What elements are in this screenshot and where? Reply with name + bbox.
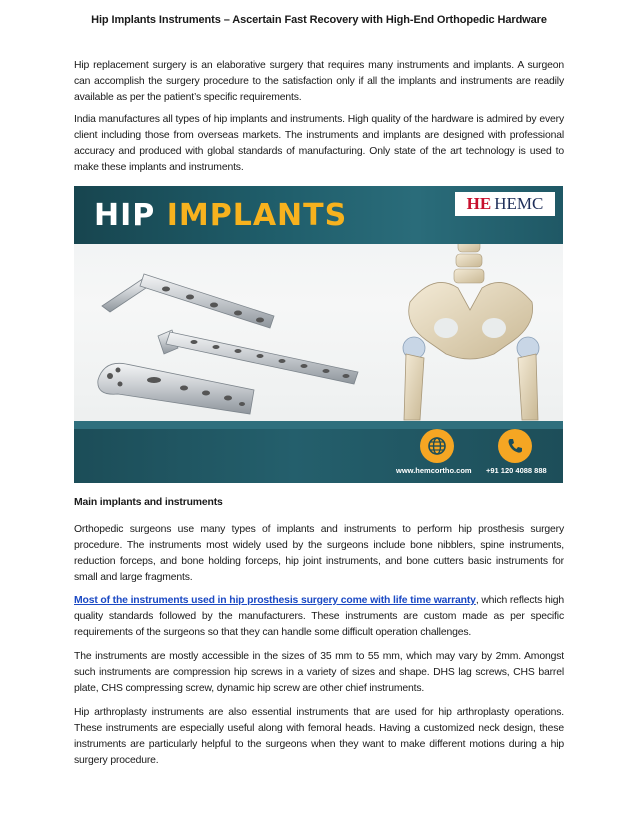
paragraph-india: India manufactures all types of hip implants and instruments. High quality of the hardware is admired by every client including those from overseas markets. The instruments and implants are designed with professional accuracy and produced with global standards of manufacturing. Only state of the art technology is used to make these implants and instruments. [74, 114, 564, 173]
hip-implants-banner [74, 186, 563, 483]
paragraph-sizes: The instruments are mostly accessible in the sizes of 35 mm to 55 mm, which may vary by 2mm. Amongst such instruments are compression hip screws in a variety of sizes and shape. DHS lag screws, CHS barrel plate, CHS compressing screw, dynamic hip screw are other chief instruments. [74, 651, 564, 694]
banner-contact-bar [74, 421, 563, 483]
bone-plate-3 [98, 363, 254, 414]
document-title: Hip Implants Instruments – Ascertain Fast Recovery with High-End Orthopedic Hardware [91, 14, 547, 26]
pelvis-skeleton [403, 244, 539, 420]
website-text: www.hemcortho.com [396, 466, 472, 475]
hemc-logo-text: HEMC [494, 194, 544, 213]
paragraph-arthroplasty: Hip arthroplasty instruments are also essential instruments that are used for hip arthroplasty operations. These instruments are especially useful along with femoral heads. Having a customized neck design, these instruments are particularly helpful to the surgeons when they want to make different motions during a hip surgery procedure. [74, 707, 564, 766]
hemc-logo [455, 192, 555, 216]
paragraph-intro: Hip replacement surgery is an elaborative surgery that requires many instruments and implants. A surgeon can accomplish the surgery procedure to the satisfaction only if all the implants and instruments are readily available as per the patient’s specific requirements. [74, 60, 564, 103]
implants-illustration [74, 244, 563, 422]
banner-title-hip: HIP [94, 198, 156, 233]
banner-title-implants: IMPLANTS [166, 198, 348, 233]
warranty-link[interactable]: Most of the instruments used in hip prosthesis surgery come with life time warranty [74, 595, 476, 606]
bone-plate-2 [158, 330, 358, 384]
phone-icon [498, 429, 532, 463]
banner-header [74, 186, 563, 244]
phone-text: +91 120 4088 888 [486, 466, 547, 475]
bone-plate-1 [102, 274, 274, 328]
banner-title [94, 199, 347, 233]
paragraph-orthopedic: Orthopedic surgeons use many types of implants and instruments to perform hip prosthesis surgery procedure. The instruments most widely used by the surgeons include bone nibblers, spine instruments, reduction forceps, and bone holding forceps, hip joint instruments, and bone cutters basic instruments for small and large fragments. [74, 524, 564, 583]
hemc-logo-icon: HE [466, 194, 492, 213]
paragraph-warranty [74, 593, 564, 641]
globe-icon [420, 429, 454, 463]
paragraph-warranty-rest: , which reflects high quality standards followed by the manufacturers. These instruments are custom made as per specific requirements of the surgeons so that they can handle some difficult operation challenges. [74, 595, 564, 638]
section-heading: Main implants and instruments [74, 497, 223, 508]
